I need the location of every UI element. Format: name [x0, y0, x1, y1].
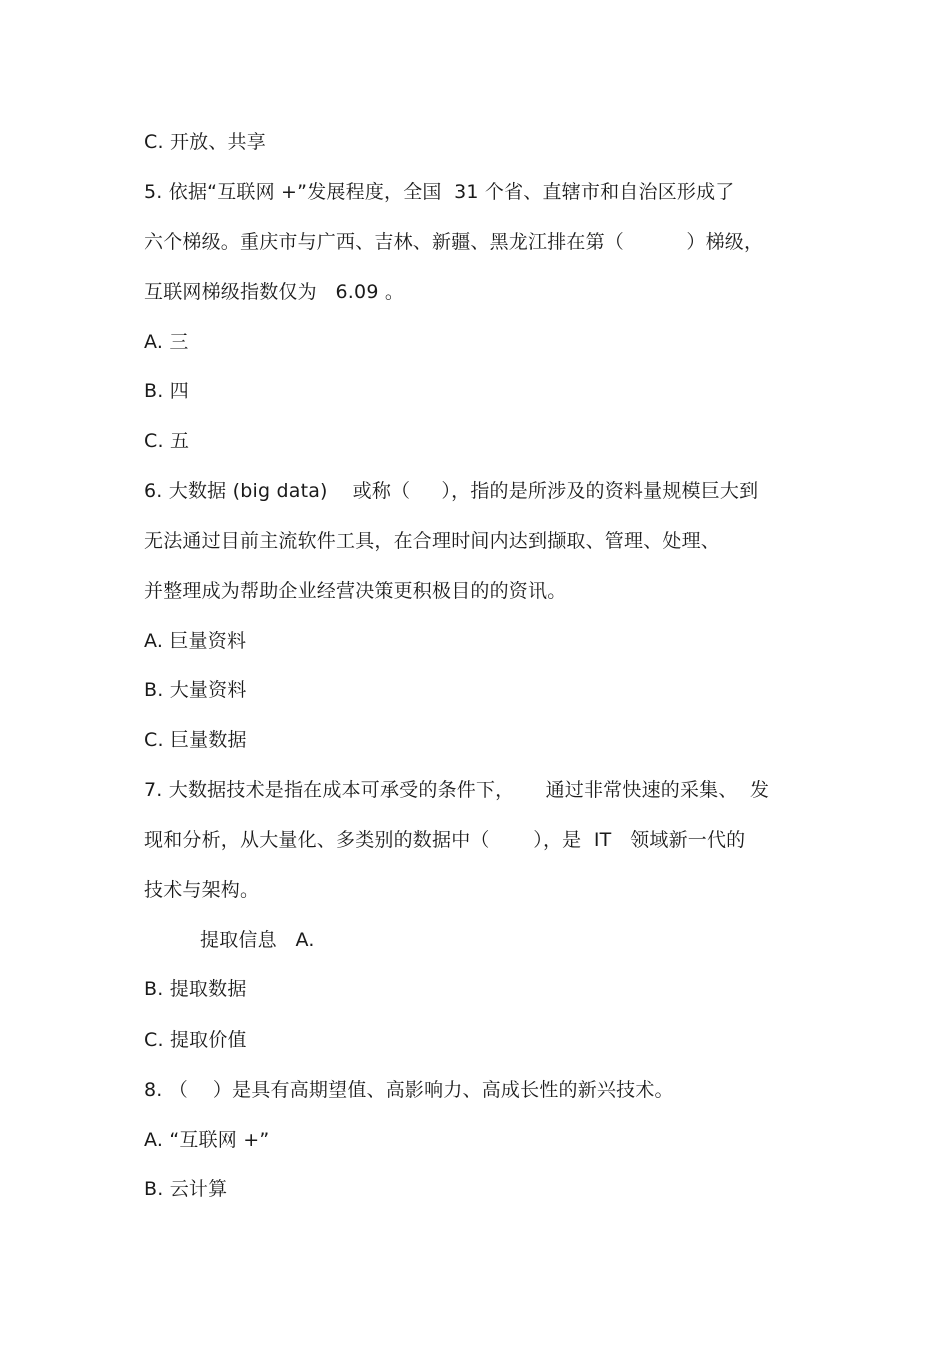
question-6-line-2: 无法通过目前主流软件工具，在合理时间内达到撷取、管理、处理、: [144, 530, 721, 552]
question-8-option-b: B. 云计算: [144, 1178, 228, 1200]
question-6-line-3: 并整理成为帮助企业经营决策更积极目的的资讯。: [144, 580, 567, 602]
question-5-option-b: B. 四: [144, 380, 189, 402]
question-7-option-b: B. 提取数据: [144, 978, 247, 1000]
question-5-line-2: 六个梯级。重庆市与广西、吉林、新疆、黑龙江排在第（ ）梯级，: [144, 231, 764, 253]
question-5-option-c: C. 五: [144, 430, 190, 452]
question-5-line-3: 互联网梯级指数仅为 6.09 。: [144, 281, 405, 303]
question-8-option-a: A. “互联网 +”: [144, 1129, 270, 1151]
question-7-line-2: 现和分析，从大量化、多类别的数据中（ ），是 IT 领域新一代的: [144, 829, 746, 851]
question-5-line-1: 5. 依据“互联网 +”发展程度，全国 31 个省、直辖市和自治区形成了: [144, 181, 735, 203]
question-7-line-1: 7. 大数据技术是指在成本可承受的条件下， 通过非常快速的采集、 发: [144, 779, 770, 801]
question-6-option-c: C. 巨量数据: [144, 729, 247, 751]
question-7-line-3: 技术与架构。: [144, 879, 260, 901]
question-8-line-1: 8. （ ）是具有高期望值、高影响力、高成长性的新兴技术。: [144, 1079, 674, 1101]
question-7-option-a: 提取信息 A.: [200, 929, 315, 951]
question-6-line-1: 6. 大数据 (big data) 或称（ ），指的是所涉及的资料量规模巨大到: [144, 480, 759, 502]
question-7-option-c: C. 提取价值: [144, 1029, 247, 1051]
question-6-option-b: B. 大量资料: [144, 679, 247, 701]
question-5-option-a: A. 三: [144, 331, 189, 353]
option-5c-previous: C. 开放、共享: [144, 131, 266, 153]
question-6-option-a: A. 巨量资料: [144, 630, 247, 652]
